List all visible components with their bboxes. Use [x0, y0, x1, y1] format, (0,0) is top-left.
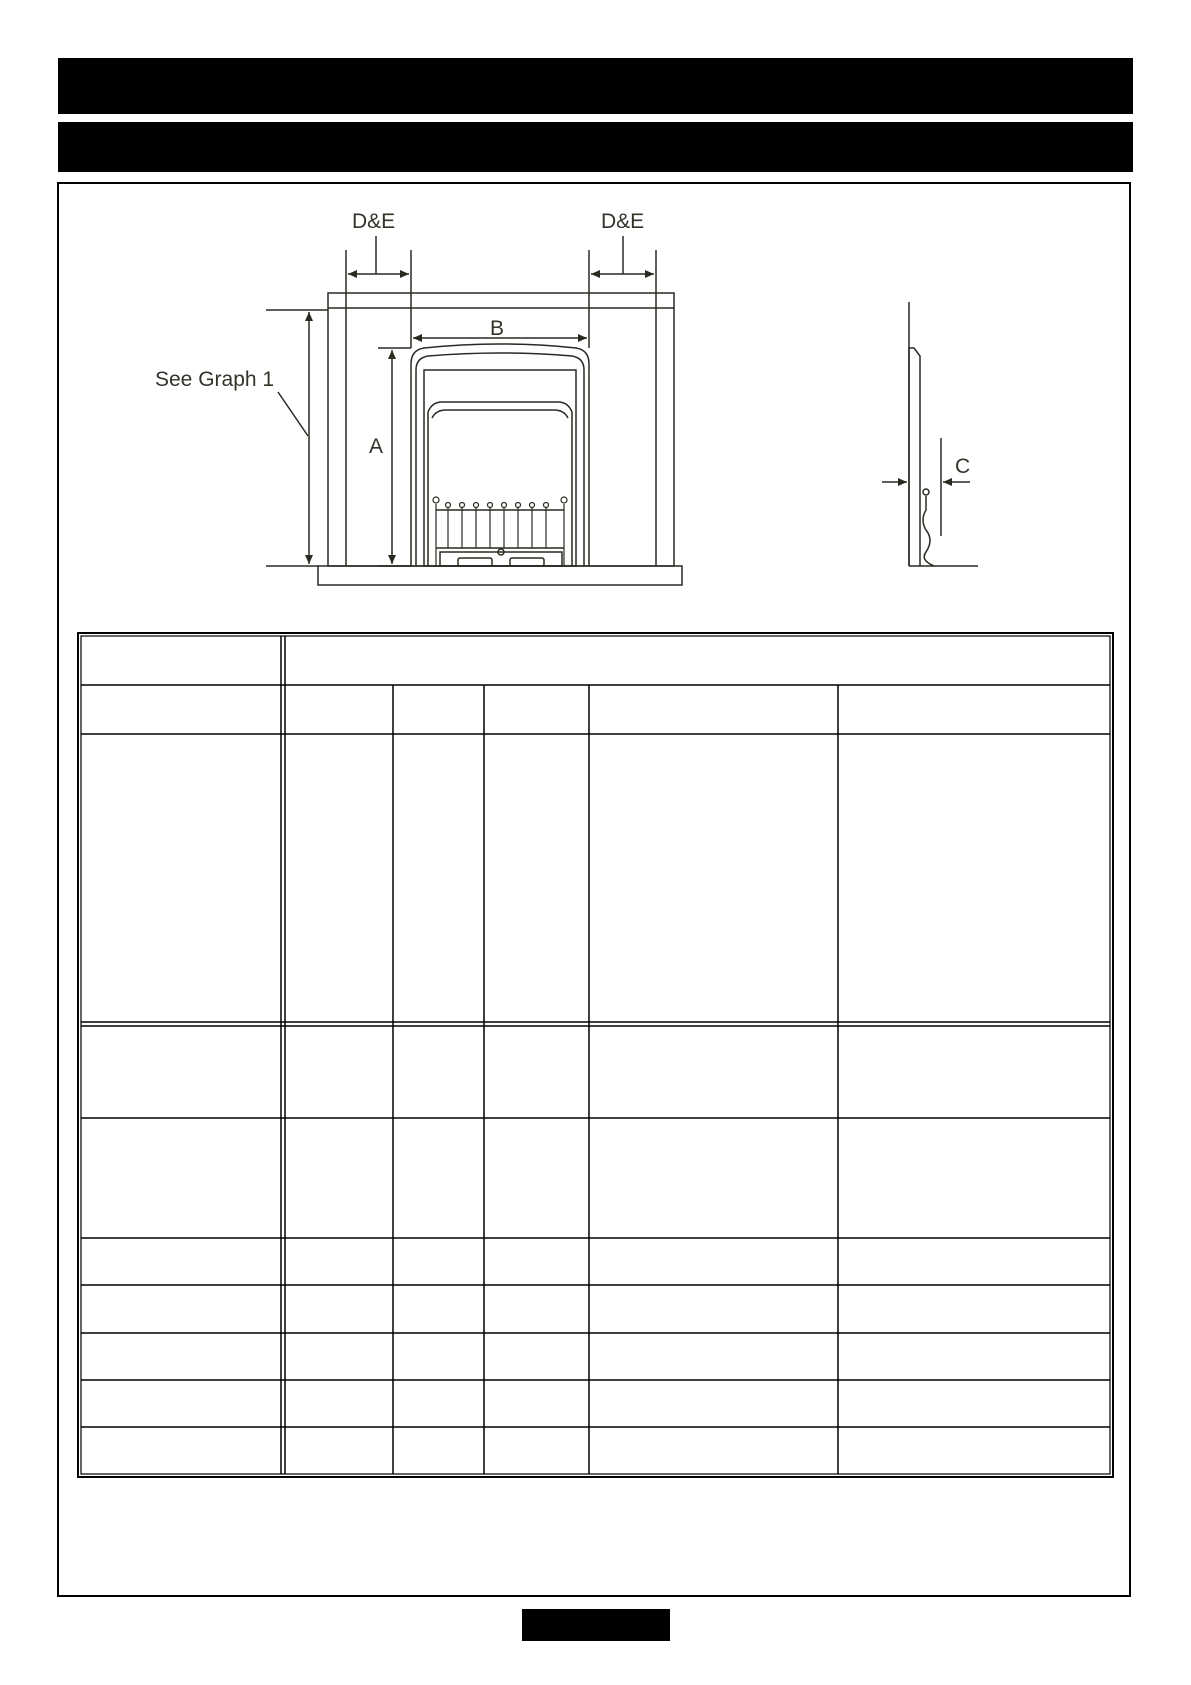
side-view	[882, 302, 978, 566]
label-c: C	[955, 455, 971, 478]
fireplace-diagram	[0, 0, 1191, 620]
diagram-labels	[155, 210, 970, 478]
label-de-left: D&E	[352, 210, 396, 233]
fireplace-diagram-svg	[0, 0, 1191, 620]
ashpan-handle-left	[458, 558, 492, 566]
fire-opening	[424, 370, 576, 566]
fire-frame-outer-inner	[416, 353, 584, 566]
label-a: A	[369, 435, 384, 458]
see-graph-leader	[278, 392, 308, 436]
label-b: B	[490, 317, 505, 340]
side-profile	[909, 348, 920, 566]
fire-inner-arch	[428, 402, 572, 566]
fire-frame-outer	[411, 344, 589, 566]
table-border-outer	[78, 633, 1113, 1477]
table-border-inner	[81, 636, 1110, 1474]
front-view	[266, 293, 682, 585]
spec-table-grid	[77, 632, 1114, 1478]
side-fret-profile	[923, 496, 934, 566]
hearth	[318, 566, 682, 585]
label-see-graph: See Graph 1	[155, 368, 275, 391]
label-de-right: D&E	[601, 210, 645, 233]
front-dimensions	[266, 236, 656, 566]
side-finial	[923, 489, 929, 495]
fire-inner-arch-2	[432, 410, 568, 418]
spec-table	[77, 632, 1114, 1478]
ashpan-handle-right	[510, 558, 544, 566]
page-number-box	[522, 1609, 670, 1641]
